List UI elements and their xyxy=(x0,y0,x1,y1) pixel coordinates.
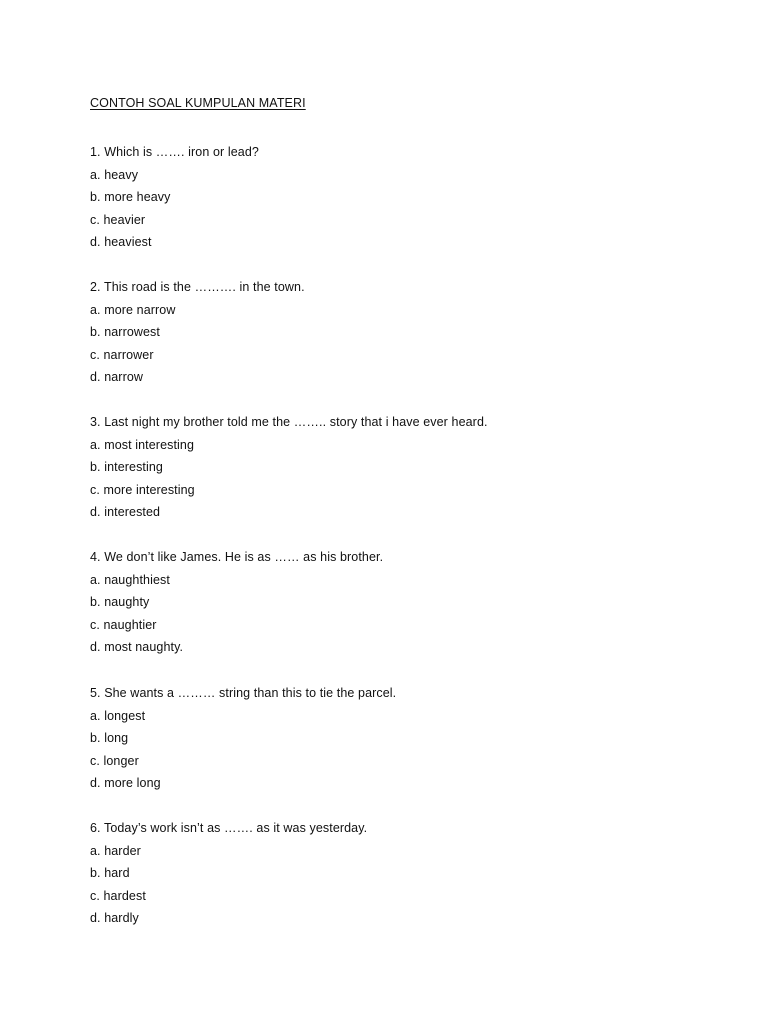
question-text: 4. We don’t like James. He is as …… as his brother. xyxy=(90,550,384,564)
option-c: c. heavier xyxy=(90,212,146,227)
option-d: d. hardly xyxy=(90,911,139,926)
option-b: b. hard xyxy=(90,866,130,881)
document-title: CONTOH SOAL KUMPULAN MATERI xyxy=(90,96,306,110)
option-b: b. more heavy xyxy=(90,190,171,205)
option-b: b. naughty xyxy=(90,595,150,610)
option-a: a. harder xyxy=(90,843,141,858)
option-a: a. most interesting xyxy=(90,437,195,452)
option-b: b. interesting xyxy=(90,460,163,475)
option-a: a. longest xyxy=(90,708,146,723)
option-d: d. narrow xyxy=(90,370,144,385)
option-c: c. more interesting xyxy=(90,482,195,497)
option-b: b. long xyxy=(90,731,129,746)
question-4 xyxy=(90,546,690,659)
option-c: c. longer xyxy=(90,753,139,768)
question-2 xyxy=(90,276,690,389)
question-1 xyxy=(90,141,690,254)
option-a: a. heavy xyxy=(90,167,139,182)
option-a: a. naughthiest xyxy=(90,572,170,587)
option-d: d. interested xyxy=(90,505,161,520)
option-c: c. hardest xyxy=(90,888,146,903)
question-text: 3. Last night my brother told me the …….. story that i have ever heard. xyxy=(90,415,488,429)
question-text: 5. She wants a ……… string than this to tie the parcel. xyxy=(90,686,397,700)
question-text: 1. Which is ……. iron or lead? xyxy=(90,145,259,159)
option-d: d. most naughty. xyxy=(90,640,184,655)
option-b: b. narrowest xyxy=(90,325,160,340)
question-text: 2. This road is the ………. in the town. xyxy=(90,280,305,294)
option-c: c. naughtier xyxy=(90,617,157,632)
option-d: d. heaviest xyxy=(90,235,152,250)
question-text: 6. Today’s work isn’t as ……. as it was yesterday. xyxy=(90,821,368,835)
option-a: a. more narrow xyxy=(90,302,176,317)
option-d: d. more long xyxy=(90,776,161,791)
question-6 xyxy=(90,817,690,930)
question-3 xyxy=(90,411,690,524)
option-c: c. narrower xyxy=(90,347,154,362)
question-5 xyxy=(90,682,690,795)
